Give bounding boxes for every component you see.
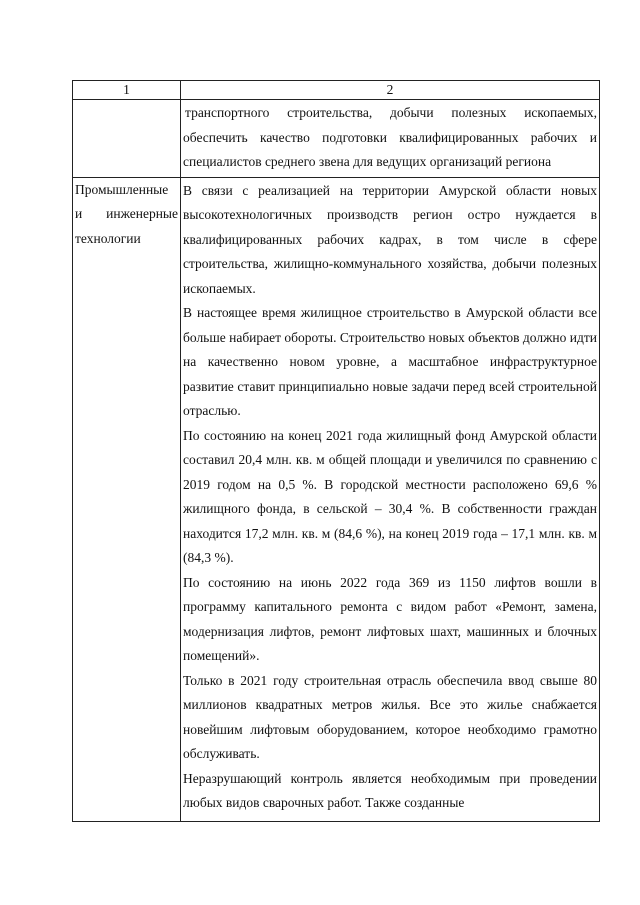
paragraph-5: Только в 2021 году строительная отрасль обеспечила ввод свыше 80 миллионов квадратных метров жилья. Все это жилье снабжается новейшим лифтовым оборудованием, которое необходимо грамотно обслуживать. (183, 672, 597, 761)
table-row (73, 177, 600, 821)
row-title-line-3: технологии (75, 230, 141, 246)
row-title-word-engineering: инженерные (106, 206, 178, 221)
continuation-left-cell (73, 100, 181, 178)
content-table (72, 80, 600, 822)
paragraph-3: По состоянию на конец 2021 года жилищный фонд Амурской области составил 20,4 млн. кв. м общей площади и увеличился по сравнению с 2019 годом на 0,5 %. В городской местности расположено 69,6 % жилищного фонда, в сельской – 30,4 %. В собственности граждан находится 17,2 млн. кв. м (84,6 %), на конец 2019 года – 17,1 млн. кв. м (84,3 %). (183, 427, 597, 565)
row-title-line-2 (75, 202, 178, 227)
table-header-row (73, 81, 600, 100)
row-content-cell (181, 177, 600, 821)
continuation-row (73, 100, 600, 178)
continuation-right-cell (181, 100, 600, 178)
paragraph-4: По состоянию на июнь 2022 года 369 из 1150 лифтов вошли в программу капитального ремонта с видом работ «Ремонт, замена, модернизация лифтов, ремонт лифтовых шахт, машинных и блочных помещений». (183, 574, 597, 663)
continuation-paragraph: транспортного строительства, добычи полезных ископаемых, обеспечить качество подготовки квалифицированных рабочих и специалистов среднего звена для ведущих организаций региона (183, 105, 597, 169)
paragraph-1: В связи с реализацией на территории Амурской области новых высокотехнологичных производств регион остро нуждается в квалифицированных рабочих кадрах, в том числе в сфере строительства, жилищно-коммунального хозяйства, добычи полезных ископаемых. (183, 182, 597, 296)
row-title-word-i: и (75, 206, 83, 221)
row-title-line-1: Промышленные (75, 181, 169, 197)
paragraph-6: Неразрушающий контроль является необходимым при проведении любых видов сварочных работ. Также созданные (183, 770, 597, 810)
header-col-1: 1 (73, 81, 181, 100)
header-col-2: 2 (181, 81, 600, 100)
paragraph-2: В настоящее время жилищное строительство в Амурской области все больше набирает обороты. Строительство новых объектов должно идти на качественно новом уровне, а масштабное инфраструктурное развитие ставит принципиально новые задачи перед всей строительной отраслью. (183, 305, 597, 418)
row-title-cell (73, 177, 181, 821)
